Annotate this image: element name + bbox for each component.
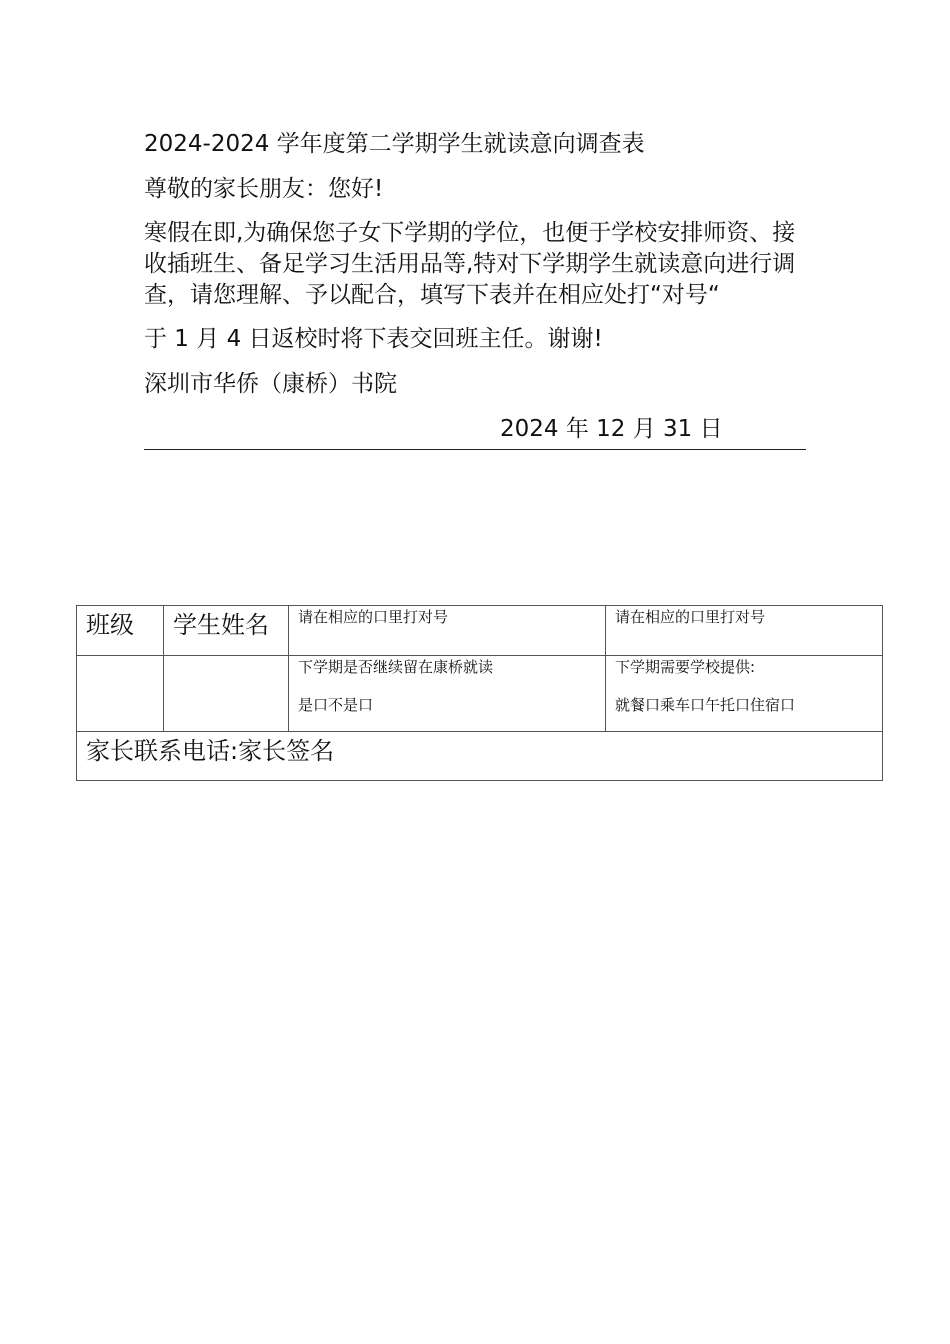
services-question: 下学期需要学校提供:: [615, 658, 756, 676]
class-header: 班级: [77, 606, 164, 656]
greeting: 尊敬的家长朋友：您好!: [144, 176, 384, 202]
body-paragraph: 寒假在即,为确保您子女下学期的学位，也便于学校安排师资、接收插班生、备足学习生活用品等,特对下学期学生就读意向进行调查，请您理解、予以配合，填写下表并在相应处打“对号“: [144, 220, 796, 308]
student-name-input-cell[interactable]: [164, 656, 289, 732]
continue-enrollment-question: 下学期是否继续留在康桥就读: [298, 658, 494, 676]
instruction-cell-2: [606, 606, 883, 656]
instruction-text-2: 请在相应的口里打对号: [615, 608, 766, 626]
table-row: [77, 656, 883, 732]
school-name: 深圳市华侨（康桥）书院: [144, 371, 397, 397]
instruction-cell-1: [289, 606, 606, 656]
class-input-cell[interactable]: [77, 656, 164, 732]
parent-contact-row: [77, 732, 883, 781]
document-date: 2024 年 12 月 31 日: [500, 416, 723, 442]
student-name-header: 学生姓名: [164, 606, 289, 656]
document-title: 2024-2024 学年度第二学期学生就读意向调查表: [144, 131, 645, 157]
continue-enrollment-options[interactable]: 是口不是口: [298, 696, 374, 714]
instruction-text-1: 请在相应的口里打对号: [298, 608, 449, 626]
date-line: [144, 413, 806, 450]
parent-contact-signature[interactable]: 家长联系电话:家长签名: [77, 732, 883, 781]
table-header-row: [77, 606, 883, 656]
letter: [144, 128, 806, 450]
survey-table: [76, 605, 883, 781]
return-instruction: 于 1 月 4 日返校时将下表交回班主任。谢谢!: [144, 326, 603, 352]
services-options[interactable]: 就餐口乘车口午托口住宿口: [615, 696, 796, 714]
continue-enrollment-cell: [289, 656, 606, 732]
services-cell: [606, 656, 883, 732]
